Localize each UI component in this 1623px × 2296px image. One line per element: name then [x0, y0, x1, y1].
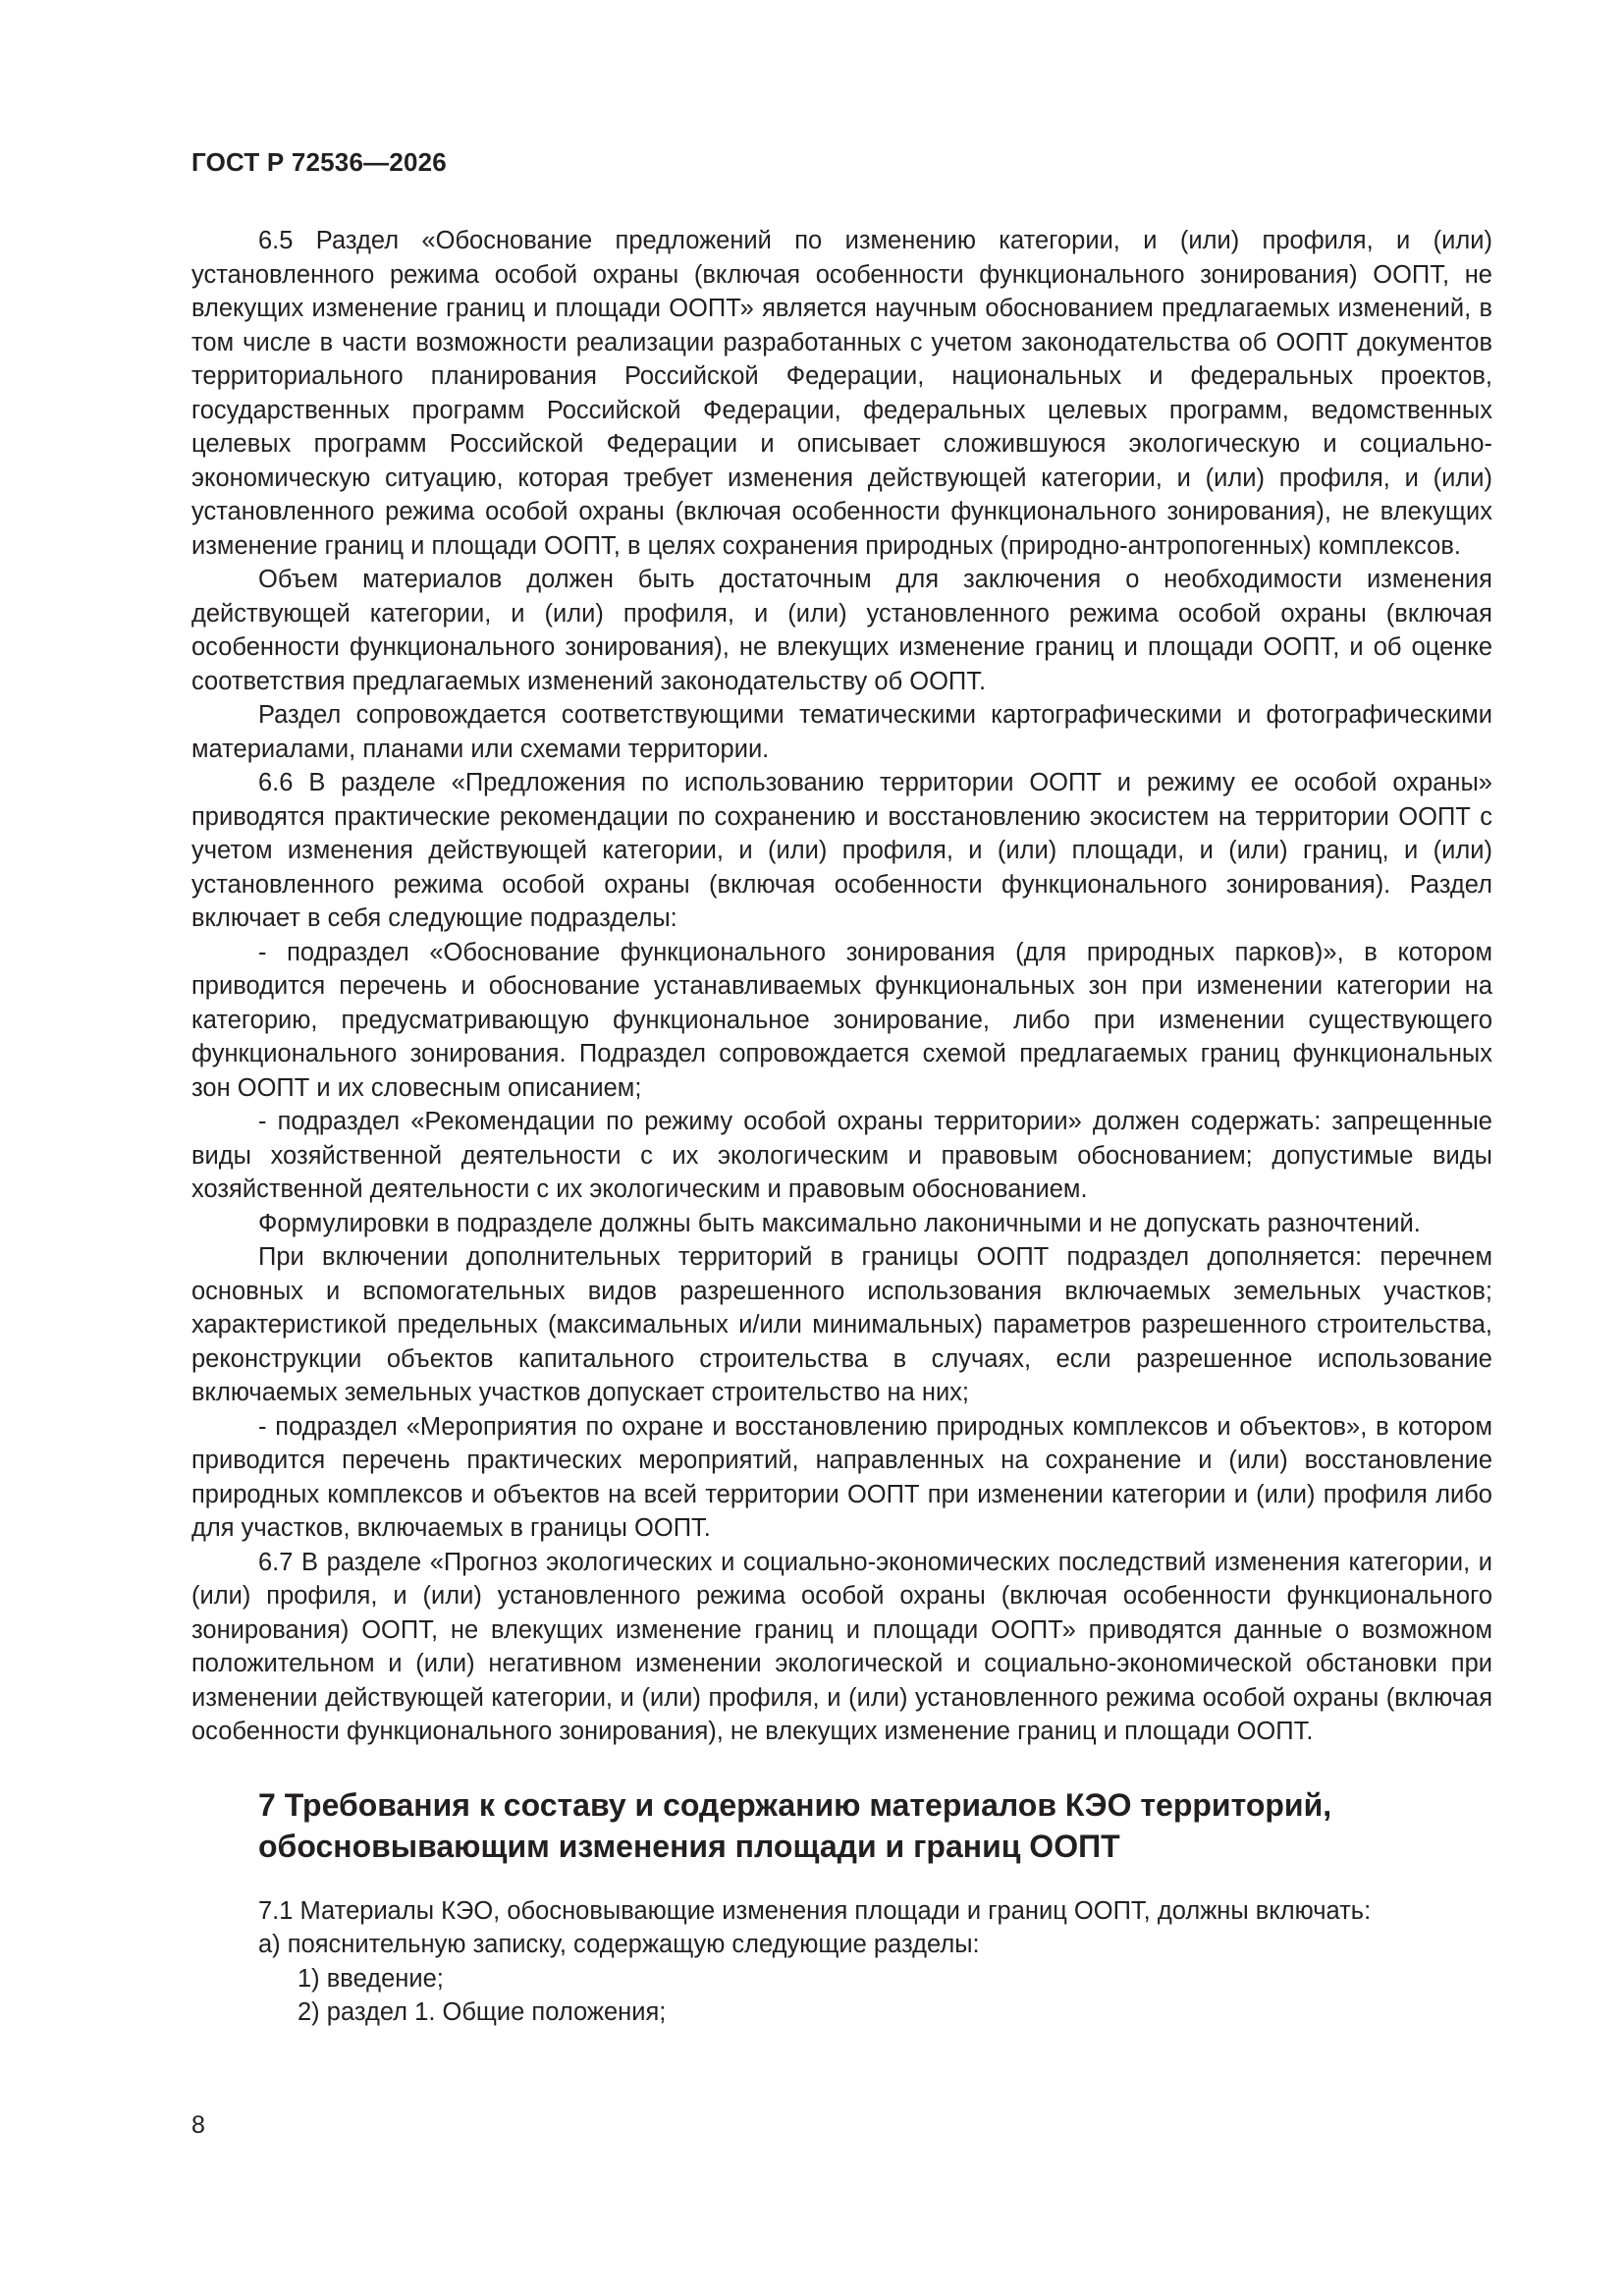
paragraph-measures: - подраздел «Мероприятия по охране и восстановлению природных комплексов и объектов», в котором приводится перечень практических мероприятий, направленных на сохранение и (или) восстановление природных комплексов и объектов на всей территории ООПТ при изменении категории и (или) профиля либо для участков, включаемых в границы ООПТ.: [191, 1412, 1492, 1542]
list-item-a: а) пояснительную записку, содержащую следующие разделы:: [258, 1931, 980, 1958]
paragraph-maps: Раздел сопровождается соответствующими тематическими картографическими и фотографическими материалами, планами или схемами территории.: [191, 701, 1492, 763]
paragraph-6-5: 6.5 Раздел «Обоснование предложений по изменению категории, и (или) профиля, и (или) установленного режима особой охраны (включая особенности функционального зонирования) ООПТ, не влекущих изменение границ и площади ООПТ» является научным обоснованием предлагаемых изменений, в том числе в части возможности реализации разработанных с учетом законодательства об ООПТ документов территориального планирования Российской Федерации, национальных и федеральных проектов, государственных программ Российской Федерации, федеральных целевых программ, ведомственных целевых программ Российской Федерации и описывает сложившуюся экологическую и социально-экономическую ситуацию, которая требует изменения действующей категории, и (или) профиля, и (или) установленного режима особой охраны (включая особенности функционального зонирования), не влекущих изменение границ и площади ООПТ, в целях сохранения природных (природно-антропогенных) комплексов.: [191, 227, 1492, 560]
list-item-1: 1) введение;: [298, 1964, 444, 1993]
paragraph-6-6: 6.6 В разделе «Предложения по использованию территории ООПТ и режиму ее особой охраны» приводятся практические рекомендации по сохранению и восстановлению экосистем на территории ООПТ с учетом изменения действующей категории, и (или) профиля, и (или) площади, и (или) границ, и (или) установленного режима особой охраны (включая особенности функционального зонирования). Раздел включает в себя следующие подразделы:: [191, 769, 1492, 932]
page-number: 8: [191, 2111, 205, 2139]
paragraph-volume: Объем материалов должен быть достаточным для заключения о необходимости изменения действующей категории, и (или) профиля, и (или) установленного режима особой охраны (включая особенности функционального зонирования), не влекущих изменение границ и площади ООПТ, и об оценке соответствия предлагаемых изменений законодательству об ООПТ.: [191, 566, 1492, 695]
paragraph-zoning: - подраздел «Обоснование функционального зонирования (для природных парков)», в котором приводится перечень и обоснование устанавливаемых функциональных зон при изменении категории на категорию, предусматривающую функциональное зонирование, либо при изменении существующего функционального зонирования. Подраздел сопровождается схемой предлагаемых границ функциональных зон ООПТ и их словесным описанием;: [191, 938, 1492, 1102]
paragraph-7-1: 7.1 Материалы КЭО, обосновывающие изменения площади и границ ООПТ, должны включать:: [258, 1896, 1372, 1925]
paragraph-6-7: 6.7 В разделе «Прогноз экологических и социально-экономических последствий изменения категории, и (или) профиля, и (или) установленного режима особой охраны (включая особенности функционального зонирования) ООПТ, не влекущих изменение границ и площади ООПТ» приводятся данные о возможном положительном и (или) негативном изменении экологической и социально-экономической обстановки при изменении действующей категории, и (или) профиля, и (или) установленного режима особой охраны (включая особенности функционального зонирования), не влекущих изменение границ и площади ООПТ.: [191, 1548, 1492, 1745]
list-item-2: 2) раздел 1. Общие положения;: [298, 1998, 667, 2026]
document-body: [191, 224, 1492, 2030]
paragraph-additional-territories: При включении дополнительных территорий в границы ООПТ подраздел дополняется: перечнем основных и вспомогательных видов разрешенного использования включаемых земельных участков; характеристикой предельных (максимальных и/или минимальных) параметров разрешенного строительства, реконструкции объектов капитального строительства в случаях, если разрешенное использование включаемых земельных участков допускает строительство на них;: [191, 1243, 1492, 1406]
document-header: ГОСТ Р 72536—2026: [191, 147, 447, 177]
section-7-heading: 7 Требования к составу и содержанию материалов КЭО территорий, обосновывающим изменения площади и границ ООПТ: [258, 1786, 1332, 1864]
paragraph-wording: Формулировки в подразделе должны быть максимально лаконичными и не допускать разночтений.: [258, 1209, 1421, 1237]
paragraph-protection-regime: - подраздел «Рекомендации по режиму особой охраны территории» должен содержать: запрещенные виды хозяйственной деятельности с их экологическим и правовым обоснованием; допустимые виды хозяйственной деятельности с их экологическим и правовым обоснованием.: [191, 1108, 1492, 1203]
